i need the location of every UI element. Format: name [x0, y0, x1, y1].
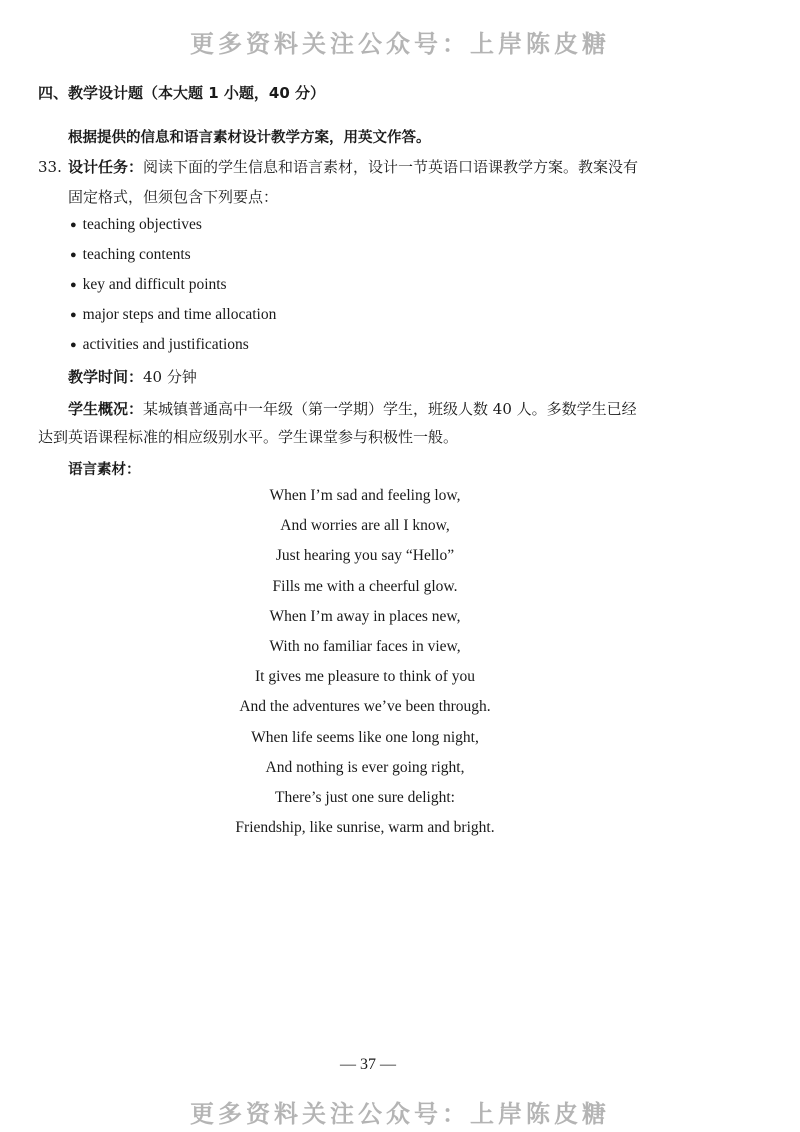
- question-number: 33.: [38, 158, 62, 176]
- requirement-text: key and difficult points: [82, 276, 227, 293]
- list-item: [70, 274, 276, 304]
- poem-line: And the adventures we’ve been through.: [239, 698, 491, 716]
- poem-line: And worries are all I know,: [280, 517, 450, 535]
- instruction-text: 根据提供的信息和语言素材设计教学方案，用英文作答。: [68, 130, 431, 146]
- teaching-time: [68, 366, 197, 387]
- poem-line: Just hearing you say “Hello”: [275, 547, 455, 565]
- bullet-icon: ●: [70, 279, 77, 291]
- requirement-text: activities and justifications: [82, 336, 249, 353]
- task-text-continued: 固定格式，但须包含下列要点：: [68, 188, 279, 206]
- profile-text-1: 某城镇普通高中一年级（第一学期）学生，班级人数 40 人。多数学生已经: [143, 400, 637, 418]
- bullet-icon: ●: [70, 249, 77, 261]
- question-task-line: [38, 156, 638, 177]
- list-item: [70, 214, 276, 244]
- bullet-icon: ●: [70, 309, 77, 321]
- list-item: [70, 304, 276, 334]
- poem-line: There’s just one sure delight:: [275, 788, 455, 806]
- section-title: 四、教学设计题（本大题 1 小题，40 分）: [38, 84, 325, 102]
- profile-label: 学生概况：: [68, 400, 144, 418]
- task-label: 设计任务：: [68, 158, 144, 176]
- poem-line: When life seems like one long night,: [251, 728, 479, 746]
- poem-line: When I’m away in places new,: [269, 607, 461, 625]
- material-label: 语言素材：: [68, 462, 141, 478]
- time-value: 40 分钟: [143, 368, 197, 386]
- poem-line: With no familiar faces in view,: [269, 637, 461, 655]
- task-text: 阅读下面的学生信息和语言素材，设计一节英语口语课教学方案。教案没有: [143, 158, 639, 176]
- list-item: [70, 334, 276, 364]
- requirement-text: teaching contents: [82, 246, 191, 263]
- list-item: [70, 244, 276, 274]
- requirement-text: major steps and time allocation: [82, 306, 277, 323]
- requirement-text: teaching objectives: [82, 216, 202, 233]
- time-label: 教学时间：: [68, 368, 144, 386]
- watermark-bottom: 更多资料关注公众号：上岸陈皮糖: [190, 1100, 610, 1128]
- poem: [215, 485, 515, 847]
- requirement-list: [70, 214, 276, 364]
- poem-line: And nothing is ever going right,: [265, 758, 465, 776]
- bullet-icon: ●: [70, 219, 77, 231]
- poem-line: It gives me pleasure to think of you: [255, 668, 475, 686]
- bullet-icon: ●: [70, 339, 77, 351]
- page-number: — 37 —: [340, 1056, 396, 1073]
- student-profile-line-1: [68, 398, 637, 419]
- watermark-top: 更多资料关注公众号：上岸陈皮糖: [190, 30, 610, 58]
- poem-line: Friendship, like sunrise, warm and bright.: [235, 819, 495, 837]
- poem-line: Fills me with a cheerful glow.: [272, 577, 458, 595]
- poem-line: When I’m sad and feeling low,: [269, 487, 461, 504]
- student-profile-line-2: 达到英语课程标准的相应级别水平。学生课堂参与积极性一般。: [38, 428, 459, 446]
